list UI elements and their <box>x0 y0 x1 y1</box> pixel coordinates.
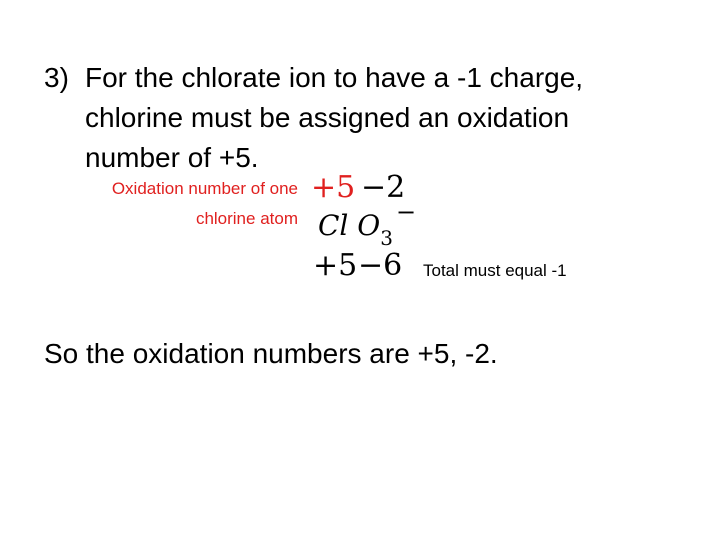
ion-charge: − <box>396 198 417 226</box>
list-number: 3) <box>44 62 69 93</box>
oxygen-total: −6 <box>358 248 403 283</box>
conclusion-text: So the oxidation numbers are +5, -2. <box>44 338 498 369</box>
chlorine-total: +5 <box>313 248 358 283</box>
point-line: number of +5. <box>85 142 259 173</box>
chlorine-oxidation-number: +5 <box>311 170 356 205</box>
chlorine-symbol: Cl <box>318 209 349 242</box>
chlorate-formula <box>318 198 417 250</box>
point-line: chlorine must be assigned an oxidation <box>85 102 570 133</box>
chlorine-oxidation-annotation <box>40 174 298 234</box>
total-annotation: Total must equal -1 <box>423 261 567 280</box>
oxygen-oxidation-number: −2 <box>361 170 406 205</box>
point-line: For the chlorate ion to have a -1 charge, <box>85 62 584 93</box>
point-text <box>85 58 645 178</box>
oxygen-symbol: O <box>357 209 381 242</box>
annotation-line: Oxidation number of one <box>111 179 298 198</box>
oxygen-subscript: 3 <box>380 226 393 250</box>
annotation-line: chlorine atom <box>195 209 298 228</box>
